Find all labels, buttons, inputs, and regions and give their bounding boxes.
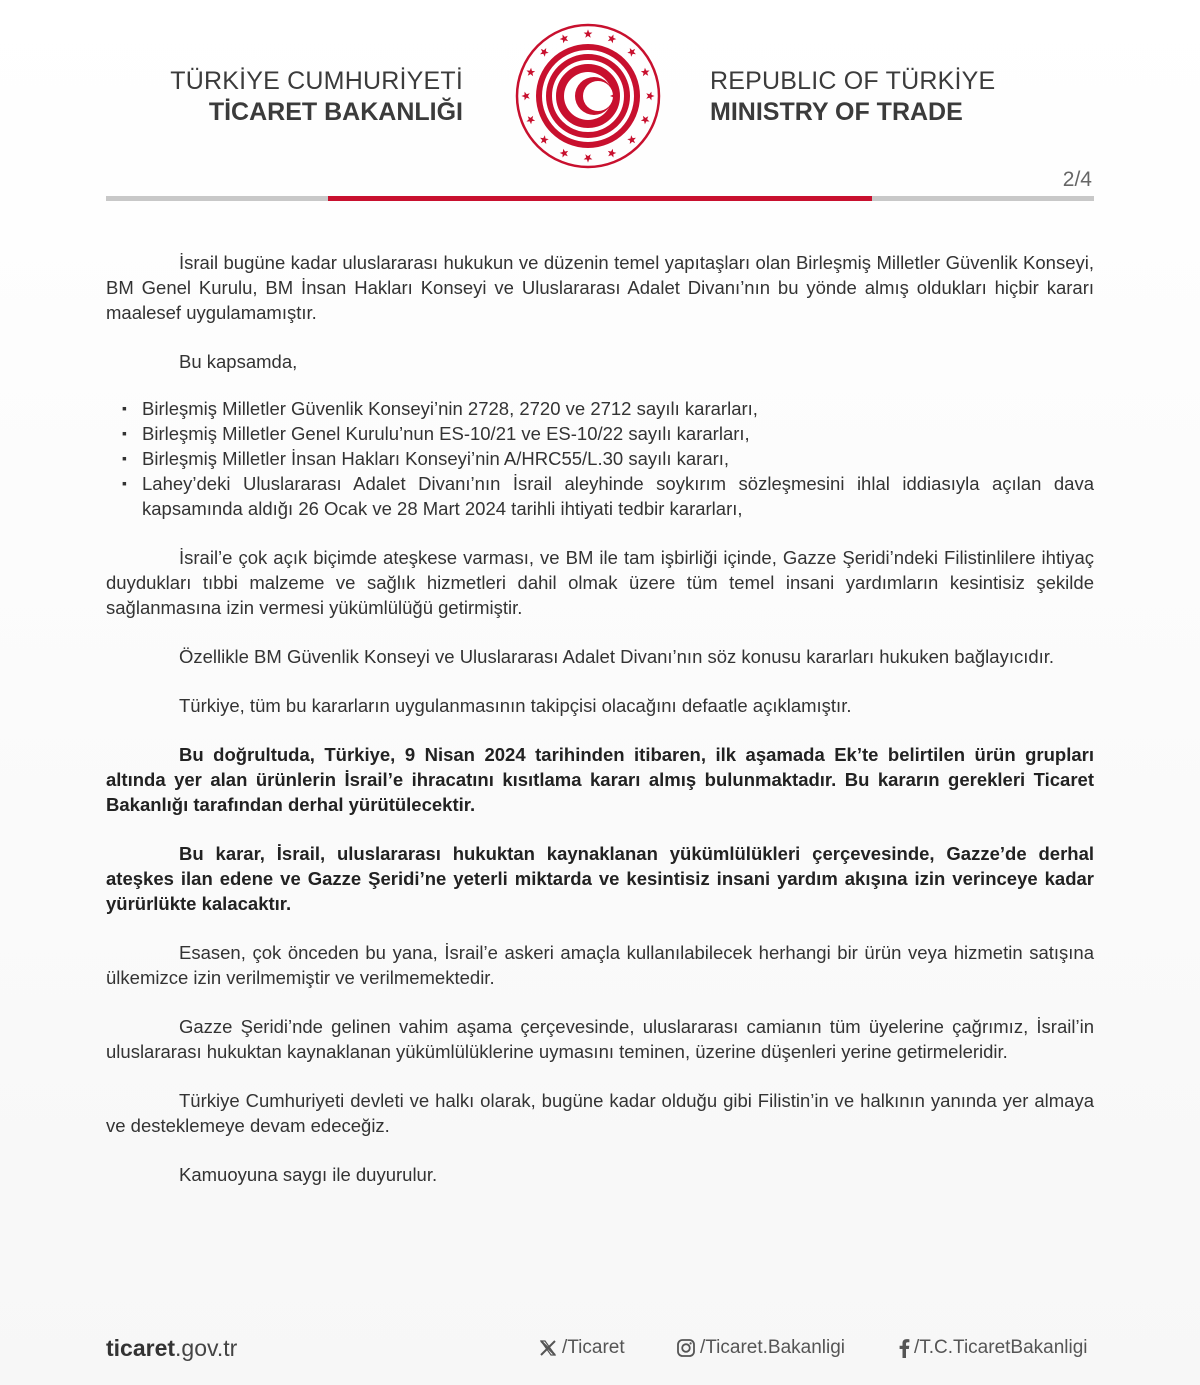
x-link[interactable]	[538, 1337, 625, 1359]
emblem-star-icon	[646, 92, 654, 101]
ministry-name-tr: TİCARET BAKANLIĞI	[208, 98, 463, 126]
emblem-star-icon	[627, 48, 636, 57]
emblem-star-icon	[627, 135, 636, 144]
list-item: ▪ Lahey’deki Uluslararası Adalet Divanı’nın İsrail aleyhinde soykırım sözleşmesini ihlal iddiasıyla açılan dava kapsamında aldığı 26 Ocak ve 28 Mart 2024 tarihli ihtiyati tedbir kararları,	[106, 471, 1094, 521]
resolution-list	[106, 396, 1094, 521]
emblem-star-icon	[608, 149, 617, 158]
emblem-star-icon	[584, 154, 593, 162]
facebook-icon	[898, 1338, 910, 1358]
letterhead-english	[710, 66, 995, 128]
paragraph-closing: Kamuoyuna saygı ile duyurulur.	[179, 1164, 438, 1185]
header-divider-accent	[328, 196, 872, 201]
paragraph: Türkiye Cumhuriyeti devleti ve halkı olarak, bugüne kadar olduğu gibi Filistin’in ve halkının yanında yer almaya ve desteklemeye devam edeceğiz.	[106, 1090, 1094, 1136]
emblem-star-icon	[641, 116, 650, 125]
country-name-en: REPUBLIC OF TÜRKİYE	[710, 67, 996, 95]
instagram-link[interactable]	[676, 1337, 845, 1359]
instagram-icon	[676, 1338, 696, 1358]
list-item: ▪ Birleşmiş Milletler İnsan Hakları Konseyi’nin A/HRC55/L.30 sayılı kararı,	[106, 446, 1094, 471]
facebook-handle: /T.C.TicaretBakanligi	[914, 1337, 1088, 1358]
letterhead-turkish	[170, 66, 463, 128]
paragraph: İsrail’e çok açık biçimde ateşkese varması, ve BM ile tam işbirliği içinde, Gazze Şeridi’ndeki Filistinlilere ihtiyaç duydukları tıbbi malzeme ve sağlık hizmetleri dahil olmak üzere tüm temel insani yardımların kesintisiz şekilde sağlanmasına izin vermesi yükümlülüğü getirmiştir.	[106, 547, 1094, 618]
website-domain-bold: ticaret	[106, 1335, 176, 1361]
x-icon	[538, 1338, 558, 1358]
paragraph: Esasen, çok önceden bu yana, İsrail’e askeri amaçla kullanılabilecek herhangi bir ürün veya hizmetin satışına ülkemizce izin verilmemiştir ve verilmemektedir.	[106, 942, 1094, 988]
letterhead	[0, 0, 1200, 210]
website-link[interactable]	[106, 1335, 237, 1362]
facebook-link[interactable]	[898, 1337, 1088, 1359]
paragraph-decision: Bu doğrultuda, Türkiye, 9 Nisan 2024 tarihinden itibaren, ilk aşamada Ek’te belirtilen ürün grupları altında yer alan ürünlerin İsrail’e ihracatını kısıtlama kararı almış bulunmaktadır. Bu kararın gerekleri Ticaret Bakanlığı tarafından derhal yürütülecektir.	[106, 744, 1094, 815]
website-domain-suffix: .gov.tr	[175, 1335, 238, 1361]
emblem-star-icon	[584, 29, 593, 37]
page-number: 2/4	[1062, 168, 1092, 191]
ministry-emblem-icon	[514, 22, 662, 170]
ministry-name-en: MINISTRY OF TRADE	[710, 98, 963, 126]
instagram-handle: /Ticaret.Bakanligi	[700, 1337, 846, 1358]
paragraph-intro: Bu kapsamda,	[179, 351, 298, 372]
emblem-star-icon	[560, 34, 569, 43]
emblem-star-icon	[608, 34, 617, 43]
emblem-star-icon	[526, 116, 535, 125]
emblem-star-icon	[521, 92, 529, 101]
paragraph: Gazze Şeridi’nde gelinen vahim aşama çerçevesinde, uluslararası camianın tüm üyelerine çağrımız, İsrail’in uluslararası hukuktan kaynaklanan yükümlülüklerine uymasını teminen, üzerine düşenleri yerine getirmeleridir.	[106, 1016, 1094, 1062]
letter-body	[106, 250, 1094, 1211]
list-item: ▪ Birleşmiş Milletler Genel Kurulu’nun ES-10/21 ve ES-10/22 sayılı kararları,	[106, 421, 1094, 446]
emblem-star-icon	[641, 68, 650, 77]
paragraph: Özellikle BM Güvenlik Konseyi ve Uluslararası Adalet Divanı’nın söz konusu kararları hukuken bağlayıcıdır.	[179, 646, 1055, 667]
paragraph: Türkiye, tüm bu kararların uygulanmasının takipçisi olacağını defaatle açıklamıştır.	[179, 695, 852, 716]
list-item: ▪ Birleşmiş Milletler Güvenlik Konseyi’nin 2728, 2720 ve 2712 sayılı kararları,	[106, 396, 1094, 421]
paragraph-condition: Bu karar, İsrail, uluslararası hukuktan kaynaklanan yükümlülükleri çerçevesinde, Gazze’de derhal ateşkes ilan edene ve Gazze Şeridi’ne yeterli miktarda ve kesintisiz insani yardım akışına izin verinceye kadar yürürlükte kalacaktır.	[106, 843, 1094, 914]
country-name-tr: TÜRKİYE CUMHURİYETİ	[170, 67, 463, 95]
footer	[0, 1325, 1200, 1375]
emblem-star-icon	[526, 68, 535, 77]
paragraph: İsrail bugüne kadar uluslararası hukukun ve düzenin temel yapıtaşları olan Birleşmiş Milletler Güvenlik Konseyi, BM Genel Kurulu, BM İnsan Hakları Konseyi ve Uluslararası Adalet Divanı’nın bu yönde almış oldukları hiçbir kararı maalesef uygulamamıştır.	[106, 252, 1094, 323]
emblem-star-icon	[540, 135, 549, 144]
x-handle: /Ticaret	[562, 1337, 625, 1358]
emblem-star-icon	[540, 48, 549, 57]
emblem-star-icon	[560, 149, 569, 158]
